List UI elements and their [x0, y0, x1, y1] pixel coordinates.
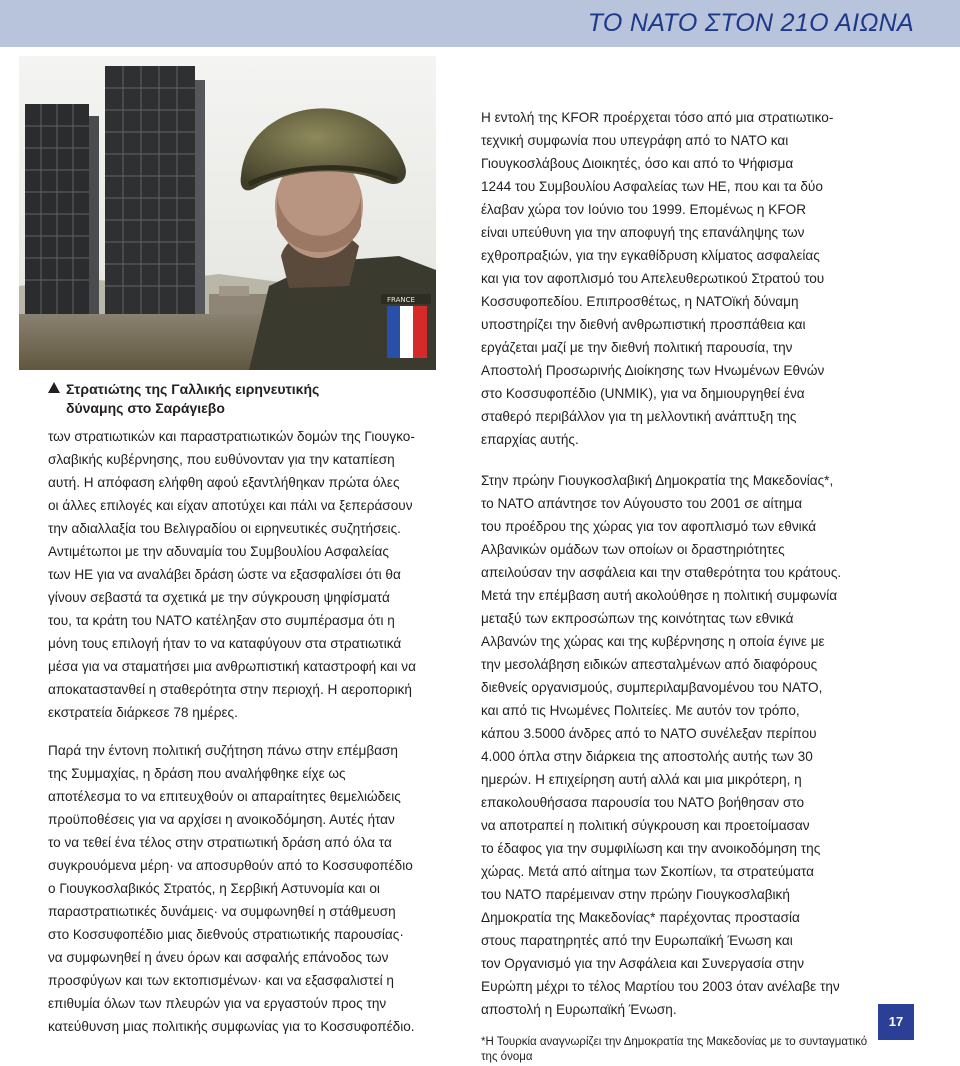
text-line: σταθερό περιβάλλον για τη μελλοντική ανάπτυξη της	[481, 409, 797, 424]
text-line: του ΝΑΤΟ παρέμειναν στην πρώην Γιουγκοσλαβική	[481, 887, 790, 902]
text-line: υποστηρίζει την διεθνή ανθρωπιστική προσπάθεια και	[481, 317, 806, 332]
text-line: παραστρατιωτικές δυνάμεις· να συμφωνηθεί η στάθμευση	[48, 904, 396, 919]
text-line: επαρχίας αυτής.	[481, 432, 579, 447]
text-line: συγκρουόμενα μέρη· να αποσυρθούν από το Κοσσυφοπέδιο	[48, 858, 413, 873]
text-line: την μεσολάβηση ειδικών απεσταλμένων από διαφόρους	[481, 657, 818, 672]
text-line: εκστρατεία διάρκεσε 78 ημέρες.	[48, 705, 238, 720]
text-line: επιθυμία όλων των πλευρών για να εργαστούν προς την	[48, 996, 387, 1011]
text-line: απειλούσαν την ασφάλεια και την σταθερότητα του κράτους.	[481, 565, 842, 580]
text-line: στους παρατηρητές από την Ευρωπαϊκή Ένωση και	[481, 933, 793, 948]
text-line: μόνη τους επιλογή ήταν το να καταφύγουν στα στρατιωτικά	[48, 636, 402, 651]
right-paragraph-1	[481, 106, 833, 451]
text-line: και από τις Ηνωμένες Πολιτείες. Με αυτόν τον τρόπο,	[481, 703, 800, 718]
flag-patch-text	[381, 294, 431, 304]
left-paragraph-1	[48, 425, 416, 724]
text-line: ο Γιουγκοσλαβικός Στρατός, η Σερβική Αστυνομία και οι	[48, 881, 380, 896]
text-line: μέσα για να σταματήσει μια ανθρωπιστική καταστροφή και να	[48, 659, 416, 674]
text-line: αυτή. Η απόφαση ελήφθη αφού εξαντλήθηκαν πρώτα όλες	[48, 475, 400, 490]
text-line: αποκαταστανθεί η σταθερότητα στην περιοχή. Η αεροπορική	[48, 682, 412, 697]
svg-text:FRANCE: FRANCE	[387, 296, 415, 304]
text-line: του, τα κράτη του ΝΑΤΟ κατέληξαν στο συμπέρασμα ότι η	[48, 613, 395, 628]
text-line: Στην πρώην Γιουγκοσλαβική Δημοκρατία της Μακεδονίας*,	[481, 473, 834, 488]
text-line: Κοσσυφοπεδίου. Επιπροσθέτως, η ΝΑΤΟϊκή δύναμη	[481, 294, 799, 309]
text-line: το ΝΑΤΟ απάντησε τον Αύγουστο του 2001 σε αίτημα	[481, 496, 803, 511]
right-tower	[105, 66, 205, 314]
text-line: έλαβαν χώρα τον Ιούνιο του 1999. Επομένως η KFOR	[481, 202, 807, 217]
text-line: Αλβανικών ομάδων των οποίων οι δραστηριότητες	[481, 542, 785, 557]
running-header-title: ΤΟ ΝΑΤΟ ΣΤΟΝ 21Ο ΑΙΩΝΑ	[587, 9, 914, 37]
text-line: και για τον αφοπλισμό του Απελευθερωτικού Στρατού του	[481, 271, 825, 286]
text-line: είναι υπεύθυνη για την αποφυγή της επανάληψης των	[481, 225, 805, 240]
text-line: τον Οργανισμό για την Ασφάλεια και Συνεργασία στην	[481, 956, 805, 971]
text-line: στο Κοσσυφοπέδιο (UNMIK), για να δημιουργηθεί ένα	[481, 386, 805, 401]
text-line: να συμφωνηθεί η άνευ όρων και ασφαλής επάνοδος των	[48, 950, 389, 965]
soldier-photo	[19, 56, 436, 370]
text-line: γίνουν σεβαστά τα σχετικά με την σύγκρουση ψηφίσματά	[48, 590, 390, 605]
footnote	[481, 1035, 867, 1065]
text-line: κάπου 3.5000 άνδρες από το ΝΑΤΟ συνέλεξαν περίπου	[481, 726, 817, 741]
text-line: προσφύγων και των εκτοπισμένων· και να εξασφαλιστεί η	[48, 973, 394, 988]
text-line: αποτέλεσμα το να επιτευχθούν οι απαραίτητες θεμελιώδεις	[48, 789, 401, 804]
text-line: χώρας. Μετά από αίτημα των Σκοπίων, τα στρατεύματα	[481, 864, 815, 879]
text-line: την αδιαλλαξία του Βελιγραδίου οι ειρηνευτικές συζητήσεις.	[48, 521, 401, 536]
left-tower	[25, 104, 99, 314]
text-line: Παρά την έντονη πολιτική συζήτηση πάνω στην επέμβαση	[48, 743, 398, 758]
text-line: του προέδρου της χώρας για τον αφοπλισμό των εθνικά	[481, 519, 817, 534]
text-line: το να τεθεί ένα τέλος στην στρατιωτική δράση από όλα τα	[48, 835, 392, 850]
text-line: διεθνείς οργανισμούς, συμπεριλαμβανομένου του ΝΑΤΟ,	[481, 680, 823, 695]
text-line: Ευρώπη μέχρι το τέλος Μαρτίου του 2003 όταν ανέλαβε την	[481, 979, 840, 994]
text-line: Δημοκρατία της Μακεδονίας* παρέχοντας προστασία	[481, 910, 800, 925]
text-line: Γιουγκοσλάβους Διοικητές, όσο και από το Ψήφισμα	[481, 156, 794, 171]
footnote-line-2: της όνομα	[481, 1051, 533, 1063]
text-line: εχθροπραξιών, για την εγκαθίδρυση κλίματος ασφαλείας	[481, 248, 820, 263]
caption-line-2: δύναμης στο Σαράγιεβο	[66, 400, 225, 416]
text-line: ημερών. Η επιχείρηση αυτή αλλά και μια μικρότερη, η	[481, 772, 802, 787]
text-line: εργάζεται μαζί με την διεθνή πολιτική παρουσία, την	[481, 340, 793, 355]
text-line: σλαβικής κυβέρνησης, που ευθύνονταν για την καταπίεση	[48, 452, 395, 467]
text-line: αποστολή η Ευρωπαϊκή Ένωση.	[481, 1002, 677, 1017]
triangle-up-icon	[48, 382, 60, 393]
footnote-line-1: *Η Τουρκία αναγνωρίζει την Δημοκρατία της Μακεδονίας με το συνταγματικό	[481, 1036, 868, 1048]
text-line: κατεύθυνση μιας πολιτικής συμφωνίας για το Κοσσυφοπέδιο.	[48, 1019, 415, 1034]
text-line: επακολουθήσασα παρουσία του ΝΑΤΟ βοήθησαν στο	[481, 795, 805, 810]
text-line: 1244 του Συμβουλίου Ασφαλείας των ΗΕ, που και τα δύο	[481, 179, 823, 194]
text-line: προϋποθέσεις για να αρχίσει η ανοικοδόμηση. Αυτές ήταν	[48, 812, 395, 827]
text-line: της Συμμαχίας, η δράση που αναλήφθηκε είχε ως	[48, 766, 346, 781]
caption-line-1: Στρατιώτης της Γαλλικής ειρηνευτικής	[66, 381, 320, 397]
text-line: Αλβανών της χώρας και της κυβέρνησης η οποία έγινε με	[481, 634, 825, 649]
left-paragraph-2	[48, 739, 415, 1038]
text-line: Η εντολή της KFOR προέρχεται τόσο από μια στρατιωτικο-	[481, 110, 834, 125]
text-line: στο Κοσσυφοπέδιο μιας διεθνούς στρατιωτικής παρουσίας·	[48, 927, 404, 942]
text-line: 4.000 όπλα στην διάρκεια της αποστολής αυτής των 30	[481, 749, 813, 764]
french-flag-patch	[387, 306, 427, 358]
text-line: οι άλλες επιλογές και είχαν αποτύχει και πάλι να ξεπεράσουν	[48, 498, 413, 513]
text-line: Αποστολή Προσωρινής Διοίκησης των Ηνωμένων Εθνών	[481, 363, 825, 378]
text-line: Αντιμέτωποι με την αδυναμία του Συμβουλίου Ασφαλείας	[48, 544, 389, 559]
text-line: να αποτραπεί η πολιτική σύγκρουση και προετοίμασαν	[481, 818, 810, 833]
text-line: των στρατιωτικών και παραστρατιωτικών δομών της Γιουγκο-	[48, 429, 415, 444]
text-line: των ΗΕ για να αναλάβει δράση ώστε να εξασφαλίσει ότι θα	[48, 567, 401, 582]
page-number-badge: 17	[878, 1004, 914, 1040]
text-line: μεταξύ των εκπροσώπων της κοινότητας των εθνικά	[481, 611, 794, 626]
right-paragraph-2	[481, 469, 841, 1021]
text-line: το έδαφος για την συμφιλίωση και την ανοικοδόμηση της	[481, 841, 821, 856]
text-line: τεχνική συμφωνία που υπεγράφη από το ΝΑΤΟ και	[481, 133, 789, 148]
text-line: Μετά την επέμβαση αυτή ακολούθησε η πολιτική συμφωνία	[481, 588, 838, 603]
